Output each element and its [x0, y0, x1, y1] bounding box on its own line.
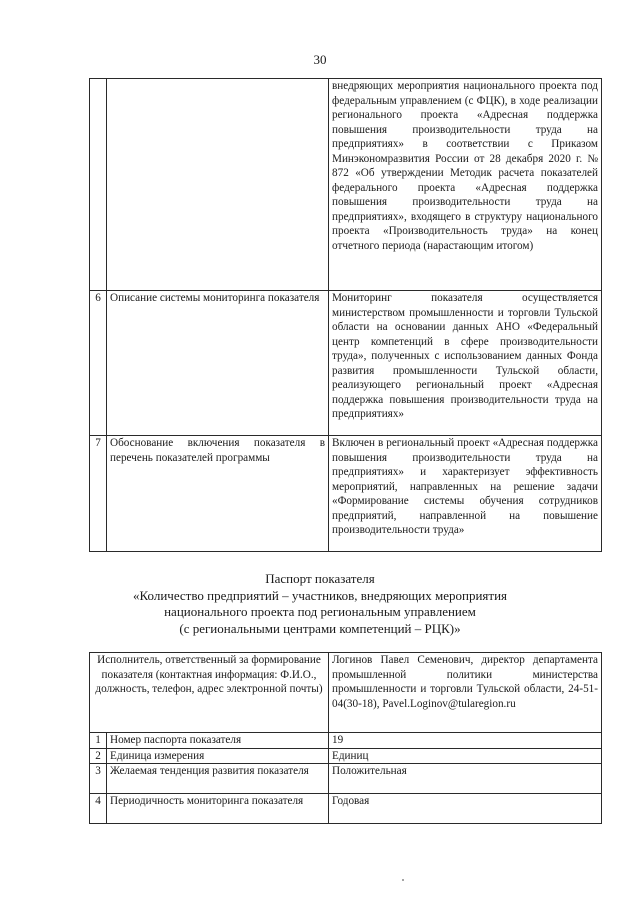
passport-title-line: (с региональными центрами компетенций – РЦК)»	[179, 620, 461, 636]
executor-label: Исполнитель, ответственный за формирование показателя (контактная информация: Ф.И.О., должность, телефон, адрес электронной почты)	[90, 653, 329, 733]
row-number: 7	[90, 436, 107, 552]
indicator-table-continued	[89, 78, 602, 552]
table-row	[90, 764, 602, 794]
row-value: Включен в региональный проект «Адресная поддержка повышения производительности труда на предприятиях» и характеризует эффективность мероприятий, направленных на решение задачи «Формирование системы обучения сотрудников предприятий, направленной на повышение производительности труда»	[329, 436, 602, 552]
table-row	[90, 79, 602, 291]
passport-title: Паспорт показателя	[265, 571, 375, 586]
passport-title-line: национального проекта под региональным управлением	[164, 604, 476, 619]
indicator-passport-table	[89, 652, 602, 824]
scan-speck	[402, 879, 404, 881]
table-row	[90, 436, 602, 552]
row-value: внедряющих мероприятия национального проекта под федеральным управлением (с ФЦК), в ходе реализации регионального проекта «Адресная поддержка повышения производительности труда на предприятиях» в соответствии с Приказом Минэкономразвития России от 28 декабря 2020 г. № 872 «Об утверждении Методик расчета показателей федерального проекта «Адресная поддержка повышения производительности труда на предприятиях», входящего в структуру национального проекта «Производительность труда» на конец отчетного периода (нарастающим итогом)	[329, 79, 602, 291]
row-value: Годовая	[329, 794, 602, 824]
table-row	[90, 653, 602, 733]
row-label: Описание системы мониторинга показателя	[107, 291, 329, 436]
row-value: Мониторинг показателя осуществляется министерством промышленности и торговли Тульской области на основании данных АНО «Федеральный центр компетенций в сфере производительности труда», полученных с использованием данных Фонда развития промышленности Тульской области, реализующего региональный проект «Адресная поддержка повышения производительности труда на предприятиях»	[329, 291, 602, 436]
table-row	[90, 733, 602, 749]
table-row	[90, 291, 602, 436]
passport-heading	[0, 571, 640, 637]
page-number: 30	[313, 52, 327, 67]
row-label: Номер паспорта показателя	[107, 733, 329, 749]
row-label: Обоснование включения показателя в перечень показателей программы	[107, 436, 329, 552]
table-row	[90, 794, 602, 824]
row-label: Периодичность мониторинга показателя	[107, 794, 329, 824]
row-number: 2	[90, 748, 107, 764]
passport-title-line: «Количество предприятий – участников, внедряющих мероприятия	[132, 587, 508, 603]
row-value: Единиц	[329, 748, 602, 764]
row-number: 6	[90, 291, 107, 436]
row-label	[107, 79, 329, 291]
table-row	[90, 748, 602, 764]
row-value: Положительная	[329, 764, 602, 794]
row-label: Желаемая тенденция развития показателя	[107, 764, 329, 794]
row-number: 3	[90, 764, 107, 794]
row-number: 1	[90, 733, 107, 749]
row-label: Единица измерения	[107, 748, 329, 764]
row-number: 4	[90, 794, 107, 824]
row-value: 19	[329, 733, 602, 749]
executor-value: Логинов Павел Семенович, директор департамента промышленной политики министерства промышленности и торговли Тульской области, 24-51-04(30-18), Pavel.Loginov@tularegion.ru	[329, 653, 602, 733]
row-number	[90, 79, 107, 291]
